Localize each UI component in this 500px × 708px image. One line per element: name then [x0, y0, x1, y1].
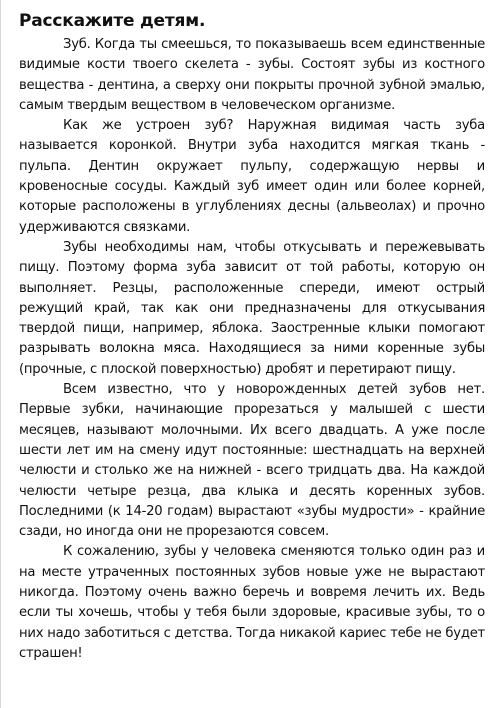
paragraph-tooth-intro: Зуб. Когда ты смеешься, то показываешь всем единственные видимые кости твоего скелета - зубы. Состоят зубы из костного вещества - дентина, а сверху они покрыты прочной зубной эмалью, самым твердым веществом в человеческом организме. [19, 37, 485, 113]
page-title: Расскажите детям. [19, 11, 206, 31]
paragraph-tooth-development: Всем известно, что у новорожденных детей зубов нет. Первые зубки, начинающие прорезаться у малышей с шести месяцев, называют молочными. Их всего двадцать. А уже после шести лет им на смену идут постоянные: шестнадцать на верхней челюсти и столько же на нижней - всего тридцать два. На каждой челюсти четыре резца, два клыка и десять коренных зубов. Последними (к 14-20 годам) вырастают «зубы мудрости» - крайние сзади, но иногда они не прорезаются совсем. [19, 382, 485, 540]
paragraph-tooth-care: К сожалению, зубы у человека сменяются только один раз и на месте утраченных постоянных зубов новые уже не вырастают никогда. Поэтому очень важно беречь и вовремя лечить их. Ведь если ты хочешь, чтобы у тебя были здоровые, красивые зубы, то о них надо заботиться с детства. Тогда никакой кариес тебе не будет страшен! [19, 544, 485, 661]
article-body [19, 35, 485, 664]
paragraph-tooth-structure: Как же устроен зуб? Наружная видимая часть зуба называется коронкой. Внутри зуба находится мягкая ткань - пульпа. Дентин окружает пульпу, содержащую нервы и кровеносные сосуды. Каждый зуб имеет один или более корней, которые расположены в углублениях десны (альвеолах) и прочно удерживаются связками. [19, 118, 485, 235]
paragraph-tooth-function: Зубы необходимы нам, чтобы откусывать и пережевывать пищу. Поэтому форма зуба зависит от той работы, которую он выполняет. Резцы, расположенные спереди, имеют острый режущий край, так как они предназначены для откусывания твердой пищи, например, яблока. Заостренные клыки помогают разрывать волокна мяса. Находящиеся за ними коренные зубы (прочные, с плоской поверхностью) дробят и перетирают пищу. [19, 239, 485, 377]
